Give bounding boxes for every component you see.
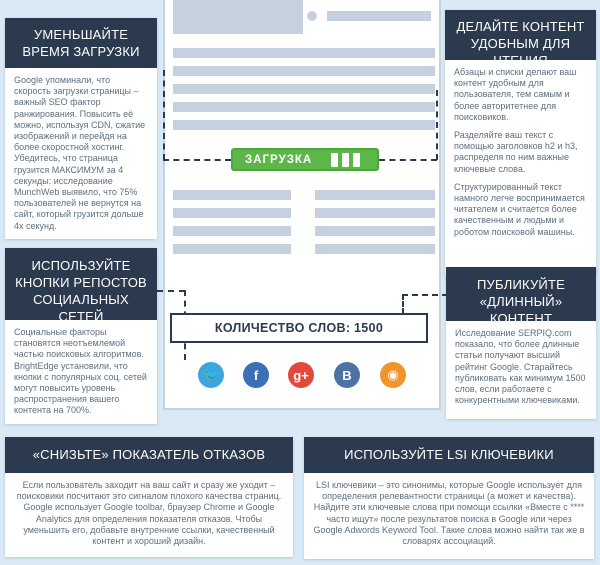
page-mockup xyxy=(163,0,441,410)
card-lsi-keywords xyxy=(304,437,594,559)
card-paragraph: Абзацы и списки делают ваш контент удобным для пользователя, тем самым и более авторитетнее для поисковиков. xyxy=(454,67,577,122)
card-title: ИСПОЛЬЗУЙТЕ КНОПКИ РЕПОСТОВ СОЦИАЛЬНЫХ СЕТЕЙ xyxy=(5,248,157,320)
card-title: ДЕЛАЙТЕ КОНТЕНТ УДОБНЫМ ДЛЯ ЧТЕНИЯ xyxy=(445,10,596,60)
card-long-content xyxy=(446,267,596,419)
card-title: ПУБЛИКУЙТЕ «ДЛИННЫЙ» КОНТЕНТ xyxy=(446,267,596,321)
placeholder-line xyxy=(315,226,435,236)
placeholder-line xyxy=(173,120,435,130)
connector-line xyxy=(436,90,438,160)
connector-line xyxy=(402,294,404,314)
card-paragraph: Структурированный текст намного легче воспринимается читателем и считается более качественным и людьми и роботом поисковой машины. xyxy=(454,181,585,237)
card-title: «СНИЗЬТЕ» ПОКАЗАТЕЛЬ ОТКАЗОВ xyxy=(5,437,293,473)
hero-image-placeholder xyxy=(173,0,303,34)
card-text: Социальные факторы становятся неотъемлемой частью поисковых алгоритмов. BrightEdge установили, что кнопки с популярных соц. сетей могут повысить уровень распространения вашего контента на 700%. xyxy=(14,327,147,416)
placeholder-line xyxy=(173,190,291,200)
google-plus-icon[interactable]: g+ xyxy=(288,362,314,388)
progress-segment xyxy=(353,153,360,167)
rss-icon[interactable]: ◉ xyxy=(380,362,406,388)
placeholder-line xyxy=(327,11,431,21)
placeholder-line xyxy=(173,226,291,236)
word-count-box xyxy=(170,313,428,343)
card-title: ИСПОЛЬЗУЙТЕ LSI КЛЮЧЕВИКИ xyxy=(304,437,594,473)
placeholder-line xyxy=(315,190,435,200)
connector-line xyxy=(163,70,165,160)
placeholder-line xyxy=(173,48,435,58)
card-load-speed xyxy=(5,18,157,239)
placeholder-line xyxy=(173,84,435,94)
card-social-buttons xyxy=(5,248,157,424)
progress-label: ЗАГРУЗКА xyxy=(245,153,313,166)
connector-line xyxy=(379,159,437,161)
progress-segment xyxy=(331,153,338,167)
card-text: Если пользователь заходит на ваш сайт и сразу же уходит – поисковики посчитают это сигналом плохого качества страниц. Google использует Google toolbar, браузер Chrome и Google Analytics для определения показателя отказов. Чтобы уменьшить его, добавьте внутренние ссылки, качественный контент и хороший дизайн. xyxy=(16,480,282,547)
progress-segment xyxy=(342,153,349,167)
connector-line xyxy=(402,294,448,296)
loading-progress-bar xyxy=(231,148,379,171)
placeholder-dot xyxy=(307,11,317,21)
placeholder-line xyxy=(173,244,291,254)
card-paragraph: Разделяйте ваш текст с помощью заголовков h2 и h3, распределя по ним важные ключевые слова. xyxy=(454,130,578,174)
placeholder-line xyxy=(173,208,291,218)
connector-line xyxy=(157,290,185,292)
card-text: LSI ключевики – это синонимы, которые Google использует для определения релевантности страницы (а может и качества). Найдите эти ключевые слова при помощи ссылки «Вместе с **** часто ищут» после результатов поиска в Google или через Google Adwords Keyword Tool. Такие слова можно найти так же в словарях ассоциаций. xyxy=(313,480,585,547)
card-readable-content xyxy=(445,10,596,276)
facebook-icon[interactable]: f xyxy=(243,362,269,388)
card-bounce-rate xyxy=(5,437,293,557)
card-text: Google упоминали, что скорость загрузки страницы – важный SEO фактор ранжирования. Повысить её можно, используя CDN, сжатие изображений и перейдя на более скоростной хостинг. Убедитесь, что страница грузится МАКСИМУМ за 4 секунды: исследование MunchWeb выявило, что 75% пользователей не вернутся на сайт, который грузится дольше 4х секунд. xyxy=(14,75,146,231)
placeholder-line xyxy=(173,66,435,76)
vkontakte-icon[interactable]: B xyxy=(334,362,360,388)
twitter-icon[interactable]: 🐦 xyxy=(198,362,224,388)
word-count-label: КОЛИЧЕСТВО СЛОВ: 1500 xyxy=(214,321,384,335)
card-text: Исследование SERPIQ.com показало, что более длинные статьи получают высший рейтинг Google. Старайтесь публиковать как минимум 1500 слов, если работаете с конкурентными ключевиками. xyxy=(455,328,586,406)
placeholder-line xyxy=(173,102,435,112)
placeholder-line xyxy=(315,208,435,218)
connector-line xyxy=(163,159,231,161)
card-title: УМЕНЬШАЙТЕ ВРЕМЯ ЗАГРУЗКИ xyxy=(5,18,157,68)
card-text xyxy=(445,60,596,252)
placeholder-line xyxy=(315,244,435,254)
